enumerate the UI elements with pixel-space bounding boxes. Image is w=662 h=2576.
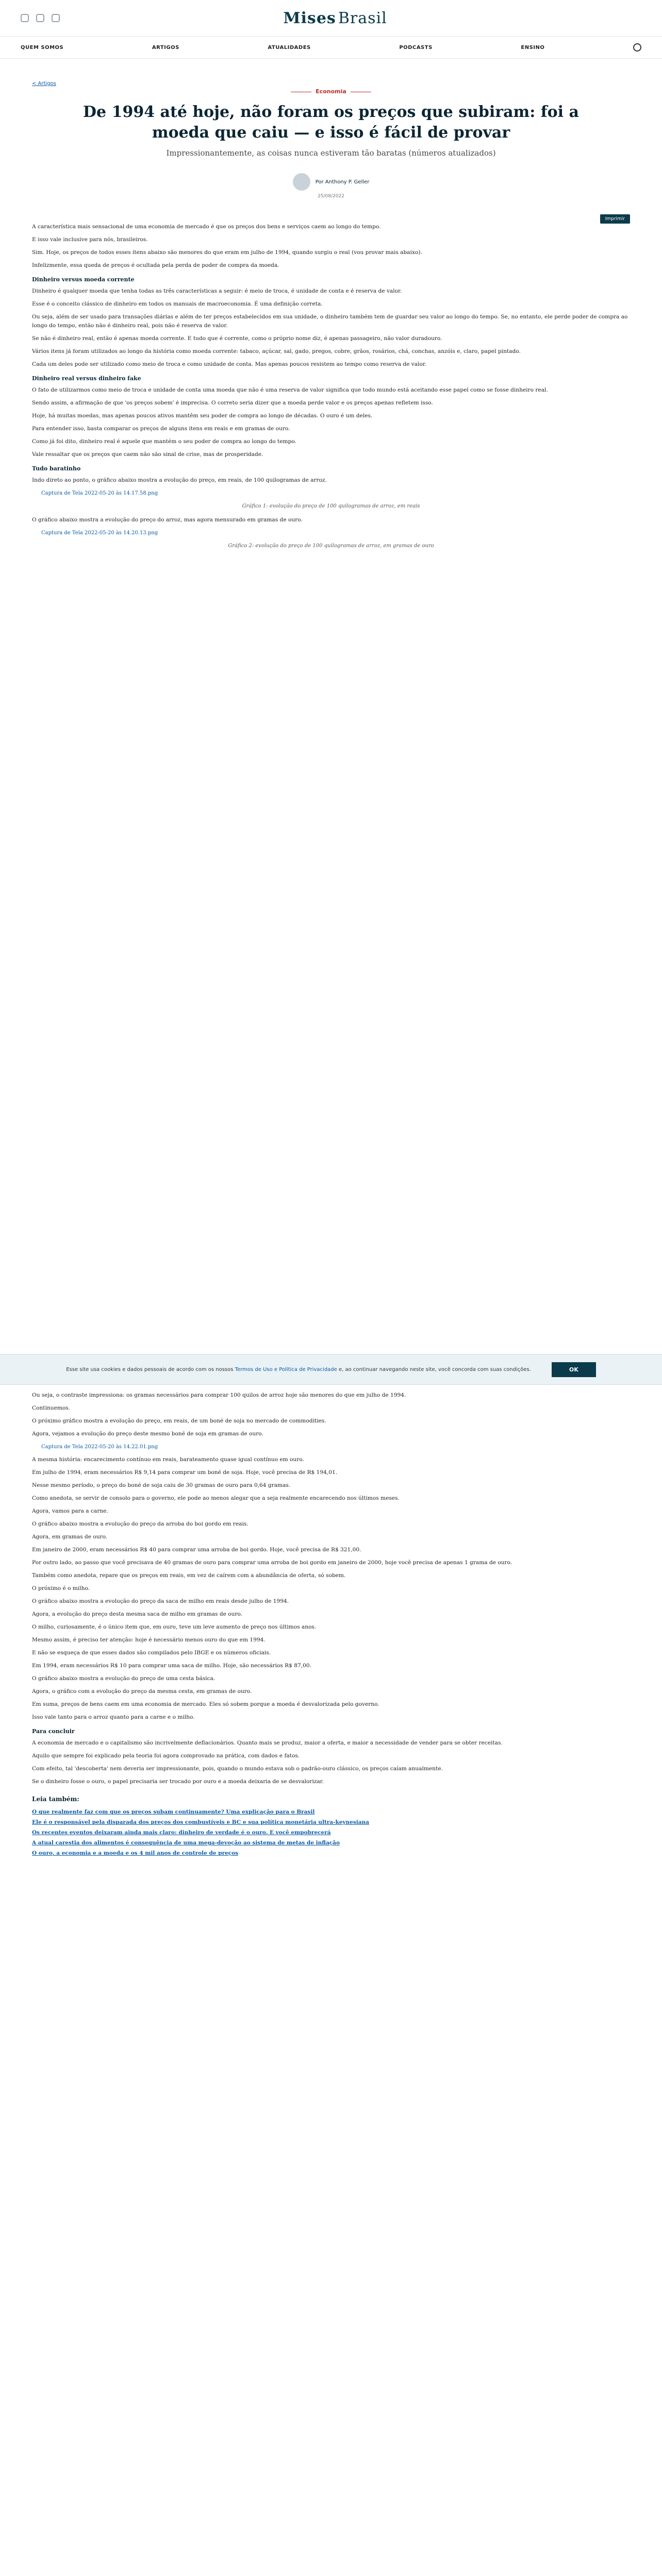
paragraph: Continuemos. [32, 1405, 71, 1411]
paragraph: O próximo gráfico mostra a evolução do preço, em reais, de um boné de soja no mercado de commodities. [32, 1418, 326, 1424]
paragraph: Esse é o conceito clássico de dinheiro em todos os manuais de macroeconomia. É uma definição correta. [32, 301, 323, 307]
paragraph: Vários itens já foram utilizados ao longo da história como moeda corrente: tabaco, açúcar, sal, gado, pregos, cobre, grãos, rosários, chá, conchas, anzóis e, claro, papel pintado. [32, 348, 521, 354]
related-link[interactable]: A atual carestia dos alimentos é consequência de uma mega-devoção ao sistema de metas de inflação [32, 1840, 340, 1846]
paragraph: A característica mais sensacional de uma economia de mercado é que os preços dos bens e serviços caem ao longo do tempo. [32, 224, 381, 230]
paragraph: Sendo assim, a afirmação de que 'os preços sobem' é imprecisa. O correto seria dizer que a moeda perde valor e os preços apenas refletem isso. [32, 400, 433, 406]
main-nav [0, 36, 662, 59]
cookie-text: Esse site usa cookies e dados pessoais de acordo com os nossos Termos de Uso e Política de Privacidade e, ao continuar navegando neste site, você concorda com suas condições. [66, 1366, 531, 1372]
paragraph: Dinheiro é qualquer moeda que tenha todas as três características a seguir: é meio de troca, é unidade de conta e é reserva de valor. [32, 288, 402, 294]
facebook-icon[interactable] [21, 14, 29, 22]
paragraph: Indo direto ao ponto, o gráfico abaixo mostra a evolução do preço, em reais, de 100 quilogramas de arroz. [32, 477, 327, 483]
image-caption: Gráfico 2: evolução do preço de 100 quilogramas de arroz, em gramas de ouro [228, 543, 434, 549]
paragraph: Também como anedota, repare que os preços em reais, em vez de caírem com a abundância de oferta, só sobem. [32, 1572, 346, 1579]
privacy-link[interactable]: Termos de Uso e Política de Privacidade [235, 1366, 337, 1372]
author-name[interactable]: Por Anthony P. Geller [315, 179, 370, 185]
paragraph: Se não é dinheiro real, então é apenas moeda corrente. E tudo que é corrente, como o próprio nome diz, é apenas passageiro, não valor duradouro. [32, 335, 442, 342]
related-link[interactable]: O que realmente faz com que os preços subam continuamente? Uma explicação para o Brasil [32, 1809, 315, 1815]
section-heading: Dinheiro versus moeda corrente [32, 276, 135, 283]
paragraph: Em janeiro de 2000, eram necessários R$ 40 para comprar uma arroba de boi gordo. Hoje, você precisa de R$ 321,00. [32, 1547, 361, 1553]
article-title: De 1994 até hoje, não foram os preços que subiram: foi a moeda que caiu — e isso é fácil de provar [83, 103, 579, 142]
related-title: Leia também: [32, 1795, 79, 1803]
paragraph: O gráfico abaixo mostra a evolução do preço da arroba do boi gordo em reais. [32, 1521, 249, 1527]
paragraph: Agora, vejamos a evolução do preço deste mesmo boné de soja em gramas de ouro. [32, 1431, 263, 1437]
youtube-icon[interactable] [52, 14, 60, 22]
nav-ensino[interactable]: ENSINO [521, 44, 545, 50]
paragraph: Sim. Hoje, os preços de todos esses itens abaixo são menores do que eram em julho de 1994, quando surgiu o real (vou provar mais abaixo). [32, 249, 422, 256]
paragraph: Agora, o gráfico com a evolução do preço da mesma cesta, em gramas de ouro. [32, 1688, 252, 1694]
paragraph: O gráfico abaixo mostra a evolução do preço de uma cesta básica. [32, 1675, 216, 1682]
search-icon[interactable] [633, 43, 641, 52]
nav-podcasts[interactable]: PODCASTS [399, 44, 433, 50]
paragraph: Em 1994, eram necessários R$ 10 para comprar uma saca de milho. Hoje, são necessários R$ 87,00. [32, 1663, 311, 1669]
paragraph: O gráfico abaixo mostra a evolução do preço da saca de milho em reais desde julho de 1994. [32, 1598, 289, 1604]
chart-image-link[interactable]: Captura de Tela 2022-05-20 às 14.22.01.png [41, 1444, 158, 1450]
paragraph: Hoje, há muitas moedas, mas apenas poucos ativos mantêm seu poder de compra ao longo de décadas. O ouro é um deles. [32, 413, 373, 419]
cookie-banner [0, 1354, 662, 1385]
paragraph: Infelizmente, essa queda de preços é ocultada pela perda de poder de compra da moeda. [32, 262, 279, 268]
chart-image-link[interactable]: Captura de Tela 2022-05-20 às 14.20.13.png [41, 530, 158, 536]
avatar [293, 173, 310, 191]
top-bar [0, 0, 662, 36]
section-heading: Para concluir [32, 1728, 75, 1735]
site-logo[interactable]: Mises Brasil [283, 9, 387, 27]
paragraph: O fato de utilizarmos como meio de troca e unidade de conta uma moeda que não é uma reserva de valor significa que todo mundo está aceitando esse papel como se fosse dinheiro real. [32, 387, 548, 393]
paragraph: Como anedota, se servir de consolo para o governo, ele pode ao menos alegar que a seja realmente encarecendo nos últimos meses. [32, 1495, 400, 1501]
paragraph: Em suma, preços de bens caem em uma economia de mercado. Eles só sobem porque a moeda é desvalorizada pelo governo. [32, 1701, 379, 1707]
nav-quem-somos[interactable]: QUEM SOMOS [21, 44, 64, 50]
paragraph: O próximo é o milho. [32, 1585, 90, 1591]
chart-image-link[interactable]: Captura de Tela 2022-05-20 às 14.17.58.png [41, 490, 158, 496]
paragraph: Cada um deles pode ser utilizado como meio de troca e como unidade de conta. Mas apenas poucos resistem ao tempo como reserva de valor. [32, 361, 427, 367]
paragraph: Ou seja, o contraste impressiona: os gramas necessários para comprar 100 quilos de arroz hoje são menores do que em julho de 1994. [32, 1392, 406, 1398]
paragraph: A mesma história: encarecimento contínuo em reais, barateamento quase igual contínuo em ouro. [32, 1456, 304, 1463]
paragraph: Mesmo assim, é preciso ter atenção: hoje é necessário menos ouro do que em 1994. [32, 1637, 266, 1643]
related-link[interactable]: Ele é o responsável pela disparada dos preços dos combustíveis e BC e sua política monetária ultra-keynesiana [32, 1819, 369, 1825]
category-tag[interactable]: Economia [32, 88, 630, 95]
paragraph: Com efeito, tal 'descoberta' nem deveria ser impressionante, pois, quando o mundo estava sob o padrão-ouro clássico, os preços caíam anualmente. [32, 1766, 443, 1772]
paragraph: O gráfico abaixo mostra a evolução do preço do arroz, mas agora mensurado em gramas de ouro. [32, 517, 303, 523]
paragraph: Por outro lado, ao passo que você precisava de 40 gramas de ouro para comprar uma arroba de boi gordo em janeiro de 2000, hoje você precisa de apenas 1 grama de ouro. [32, 1560, 512, 1566]
paragraph: A economia de mercado e o capitalismo são incrivelmente deflacionários. Quanto mais se produz, maior a oferta, e maior a necessidade de vender para se obter receitas. [32, 1740, 503, 1746]
publish-date: 25/08/2022 [318, 194, 344, 199]
author-byline [32, 173, 630, 191]
paragraph: Ou seja, além de ser usado para transações diárias e além de ter preços estabelecidos em sua unidade, o dinheiro também tem de guardar seu valor ao longo do tempo. Se, no entanto, ele perde poder de compra ao longo do tempo, então não é dinheiro real, pois não é reserva de valor. [32, 314, 628, 329]
paragraph: E não se esqueça de que esses dados são compilados pelo IBGE e os números oficiais. [32, 1650, 271, 1656]
article-subtitle: Impressionantemente, as coisas nunca estiveram tão baratas (números atualizados) [166, 148, 496, 158]
article-body [32, 223, 630, 550]
article-body-continued [32, 1391, 630, 1858]
print-button[interactable]: Imprimir [600, 214, 630, 224]
paragraph: Para entender isso, basta comparar os preços de alguns itens em reais e em gramas de ouro. [32, 426, 290, 432]
section-heading: Dinheiro real versus dinheiro fake [32, 375, 141, 382]
instagram-icon[interactable] [36, 14, 44, 22]
paragraph: Se o dinheiro fosse o ouro, o papel precisaria ser trocado por ouro e a moeda deixaria de se desvalorizar. [32, 1778, 324, 1785]
paragraph: Como já foi dito, dinheiro real é aquele que mantém o seu poder de compra ao longo do tempo. [32, 438, 296, 445]
image-caption: Gráfico 1: evolução do preço de 100 quilogramas de arroz, em reais [242, 503, 420, 509]
nav-artigos[interactable]: ARTIGOS [152, 44, 179, 50]
paragraph: Agora, a evolução do preço desta mesma saca de milho em gramas de ouro. [32, 1611, 243, 1617]
paragraph: Agora, em gramas de ouro. [32, 1534, 108, 1540]
cookie-ok-button[interactable]: OK [552, 1362, 596, 1377]
paragraph: Nesse mesmo período, o preço do boné de soja caiu de 30 gramas de ouro para 0,64 gramas. [32, 1482, 291, 1488]
paragraph: Aquilo que sempre foi explicado pela teoria foi agora comprovado na prática, com dados e fatos. [32, 1753, 300, 1759]
paragraph: Em julho de 1994, eram necessários R$ 9,14 para comprar um boné de soja. Hoje, você precisa de R$ 194,01. [32, 1469, 338, 1476]
section-heading: Tudo baratinho [32, 465, 81, 472]
related-articles [32, 1795, 630, 1858]
breadcrumb[interactable]: < Artigos [32, 81, 56, 87]
social-links [21, 14, 60, 22]
nav-atualidades[interactable]: ATUALIDADES [268, 44, 311, 50]
article [32, 59, 630, 550]
paragraph: Vale ressaltar que os preços que caem não são sinal de crise, mas de prosperidade. [32, 451, 263, 457]
paragraph: Isso vale tanto para o arroz quanto para a carne e o milho. [32, 1714, 195, 1720]
related-link[interactable]: Os recentes eventos deixaram ainda mais claro: dinheiro de verdade é o ouro. E você empobrecerá [32, 1829, 331, 1836]
paragraph: E isso vale inclusive para nós, brasileiros. [32, 236, 148, 243]
related-link[interactable]: O ouro, a economia e a moeda e os 4 mil anos de controle de preços [32, 1850, 238, 1856]
paragraph: O milho, curiosamente, é o único item que, em ouro, teve um leve aumento de preço nos últimos anos. [32, 1624, 317, 1630]
paragraph: Agora, vamos para a carne. [32, 1508, 108, 1514]
